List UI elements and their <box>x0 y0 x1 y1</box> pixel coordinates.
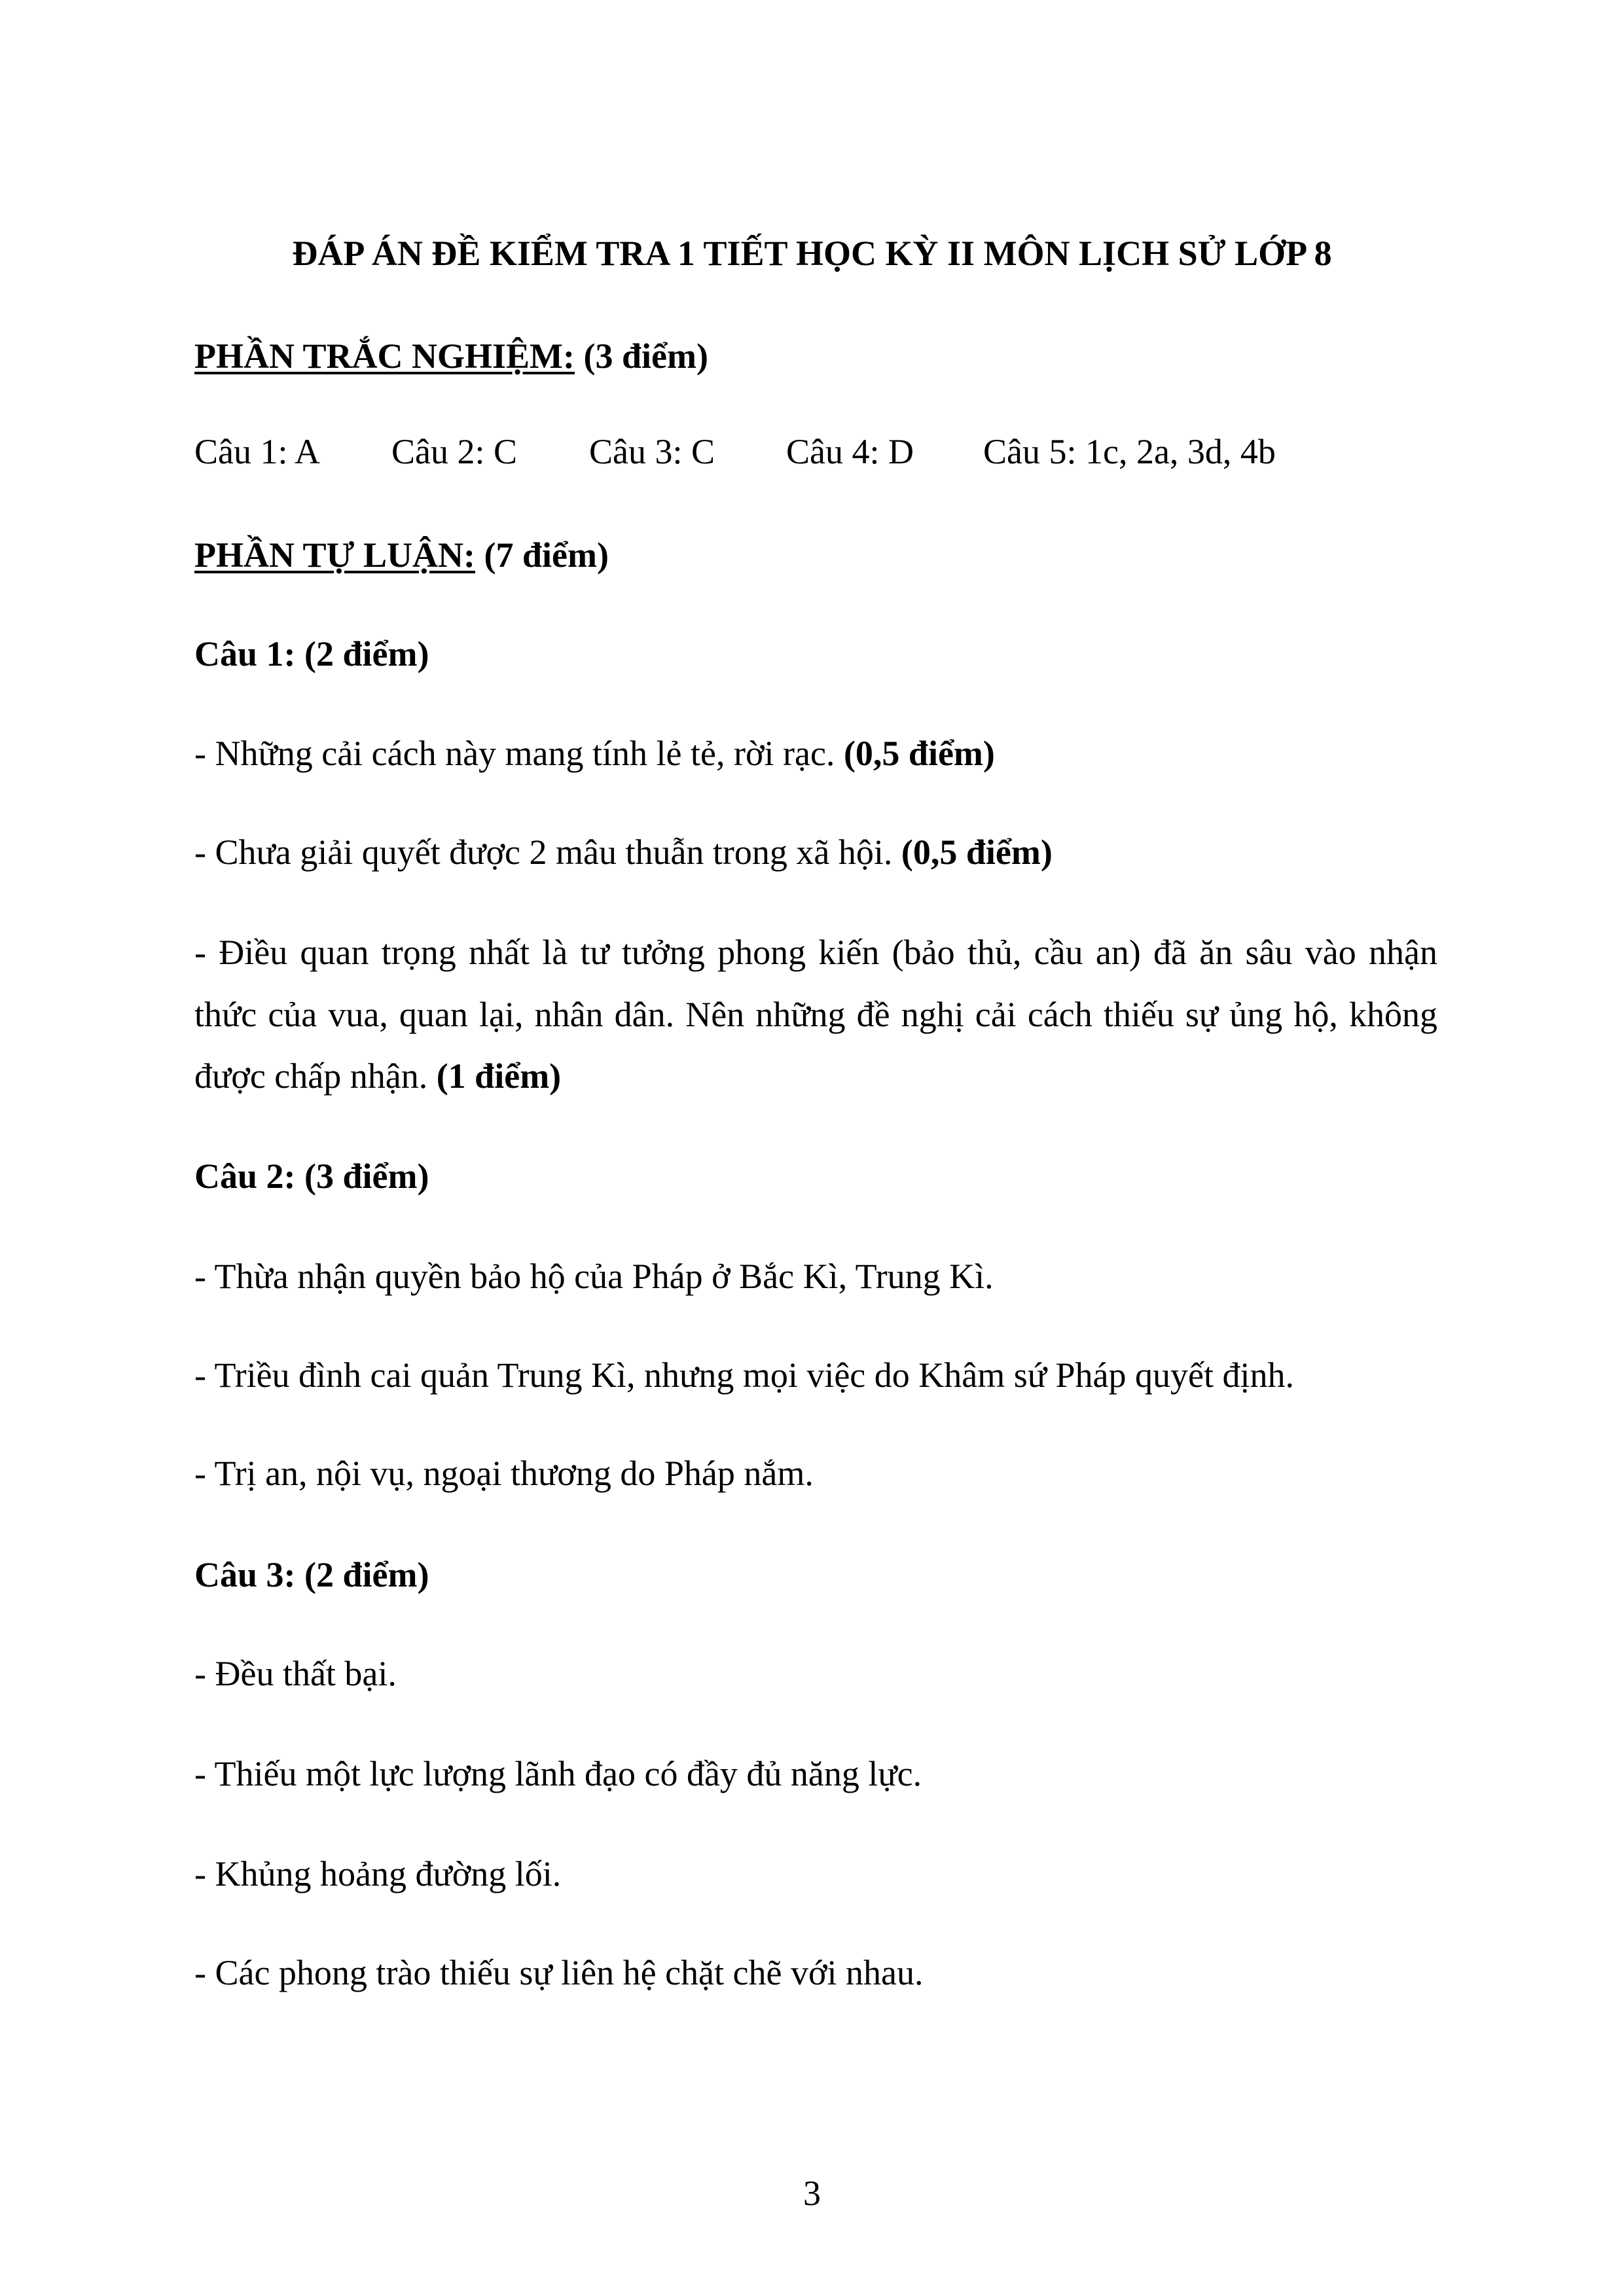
answer-1: Câu 1: A <box>194 432 321 471</box>
question1-heading: Câu 1: (2 điểm) <box>194 634 429 673</box>
line-text: được chấp nhận. <box>194 1056 437 1096</box>
part1-heading-label: PHẦN TRẮC NGHIỆM: <box>194 336 575 376</box>
line-text: - Những cải cách này mang tính lẻ tẻ, rời rạc. <box>194 734 844 773</box>
answer-4: Câu 4: D <box>786 432 914 471</box>
question3-line: - Đều thất bại. <box>194 1654 397 1693</box>
question3-line: - Thiếu một lực lượng lãnh đạo có đầy đủ năng lực. <box>194 1754 922 1793</box>
question1-line2 <box>194 833 1053 872</box>
question1-line3c <box>194 1056 561 1096</box>
answer-2: Câu 2: C <box>391 432 518 471</box>
question3-line: - Khủng hoảng đường lối. <box>194 1854 562 1893</box>
question1-line3b: thức của vua, quan lại, nhân dân. Nên những đề nghị cải cách thiếu sự ủng hộ, không <box>194 995 1437 1034</box>
question2-heading: Câu 2: (3 điểm) <box>194 1157 429 1196</box>
part1-points: (3 điểm) <box>575 336 708 376</box>
line-points: (1 điểm) <box>436 1056 562 1096</box>
question1-line3a: - Điều quan trọng nhất là tư tưởng phong kiến (bảo thủ, cầu an) đã ăn sâu vào nhận <box>194 933 1437 972</box>
question3-heading: Câu 3: (2 điểm) <box>194 1555 429 1594</box>
part2-heading-label: PHẦN TỰ LUẬN: <box>194 535 475 575</box>
document-title: ĐÁP ÁN ĐỀ KIỂM TRA 1 TIẾT HỌC KỲ II MÔN LỊCH SỬ LỚP 8 <box>292 234 1332 273</box>
page-number: 3 <box>803 2174 821 2213</box>
line-points: (0,5 điểm) <box>901 833 1053 872</box>
question2-line: - Triều đình cai quản Trung Kì, nhưng mọi việc do Khâm sứ Pháp quyết định. <box>194 1355 1294 1395</box>
part2-heading <box>194 535 609 575</box>
line-text: - Chưa giải quyết được 2 mâu thuẫn trong xã hội. <box>194 833 901 872</box>
answer-3: Câu 3: C <box>589 432 715 471</box>
question1-line1 <box>194 734 995 773</box>
question2-line: - Thừa nhận quyền bảo hộ của Pháp ở Bắc Kì, Trung Kì. <box>194 1257 994 1296</box>
part1-heading <box>194 336 708 376</box>
answer-5: Câu 5: 1c, 2a, 3d, 4b <box>983 432 1276 471</box>
part2-points: (7 điểm) <box>475 535 609 575</box>
question3-line: - Các phong trào thiếu sự liên hệ chặt chẽ với nhau. <box>194 1953 924 1992</box>
question2-line: - Trị an, nội vụ, ngoại thương do Pháp nắm. <box>194 1454 814 1493</box>
line-points: (0,5 điểm) <box>843 734 995 773</box>
